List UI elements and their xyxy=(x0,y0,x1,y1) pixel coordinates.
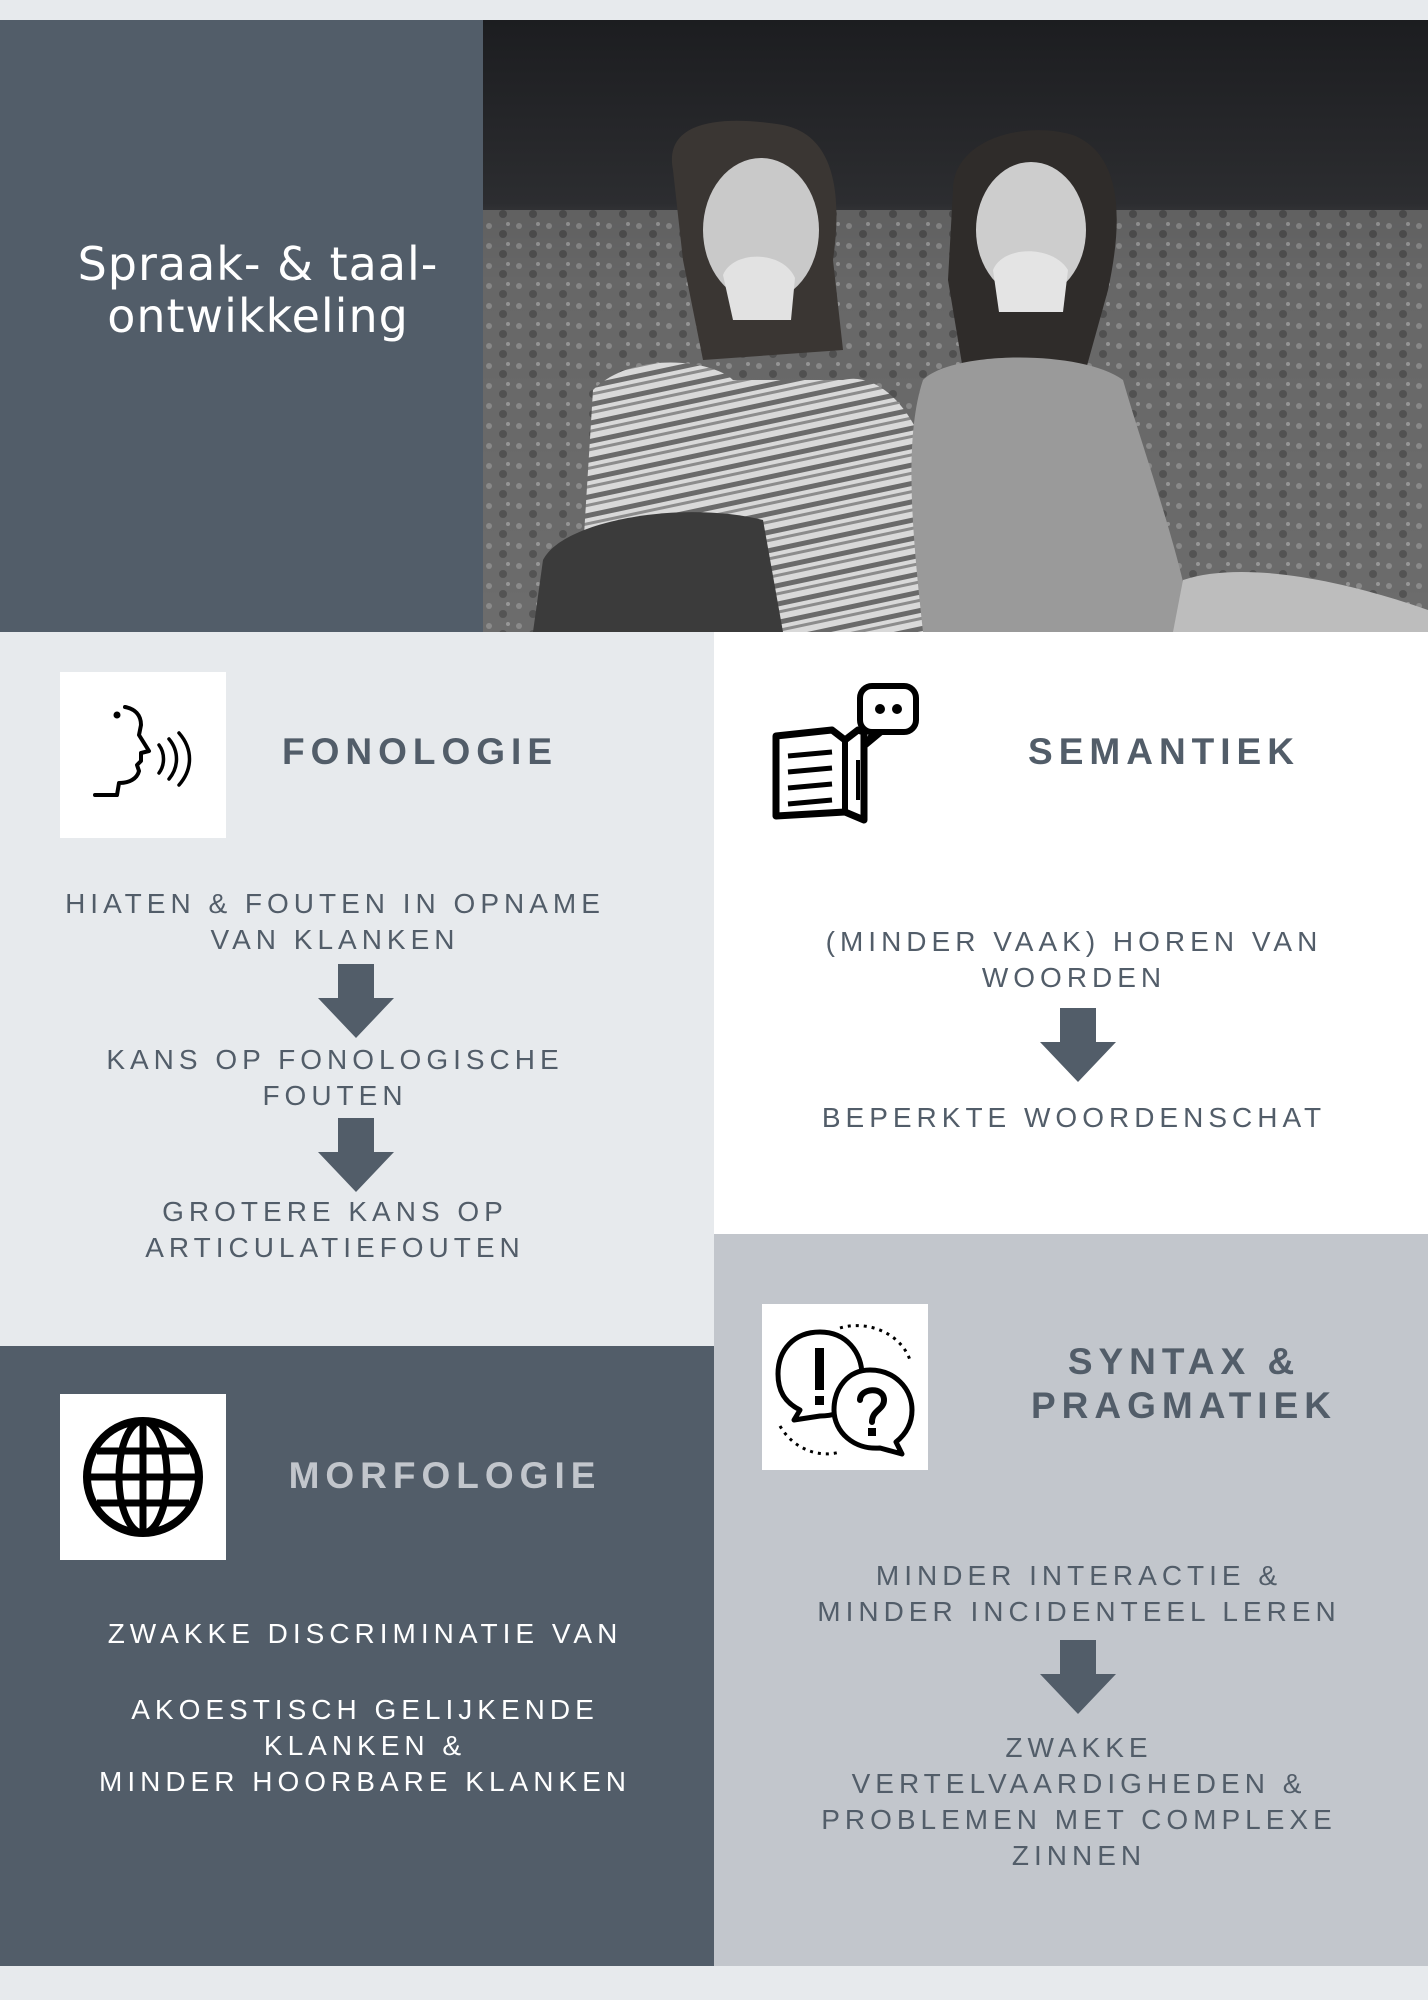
morfologie-section xyxy=(0,1346,714,1966)
fonologie-step-1-line-2: VAN KLANKEN xyxy=(210,924,460,955)
syntax-step-2-line-4: ZINNEN xyxy=(1011,1840,1147,1871)
speaking-head-icon xyxy=(83,695,203,815)
arrow-down-icon xyxy=(318,964,394,1038)
fonologie-section xyxy=(0,632,714,1346)
speech-bubbles-question-icon xyxy=(770,1312,920,1462)
morfologie-heading: MORFOLOGIE xyxy=(288,1455,602,1496)
photo-illustration xyxy=(483,20,1428,632)
syntax-heading xyxy=(954,1340,1414,1428)
fonologie-step-2 xyxy=(0,1042,670,1114)
morfologie-icon-box xyxy=(60,1394,226,1560)
syntax-step-2 xyxy=(754,1730,1404,1874)
page-title xyxy=(38,238,478,342)
semantiek-section xyxy=(714,632,1428,1234)
semantiek-step-1-line-1: (MINDER VAAK) HOREN VAN xyxy=(825,926,1323,957)
syntax-step-2-line-1: ZWAKKE xyxy=(1005,1732,1153,1763)
syntax-step-1-line-2: MINDER INCIDENTEEL LEREN xyxy=(817,1596,1341,1627)
syntax-step-1-line-1: MINDER INTERACTIE & xyxy=(875,1560,1283,1591)
morfologie-text-2-line-3: MINDER HOORBARE KLANKEN xyxy=(99,1766,631,1797)
morfologie-text-2 xyxy=(40,1692,690,1800)
fonologie-step-3-line-2: ARTICULATIEFOUTEN xyxy=(145,1232,525,1263)
bottom-strip xyxy=(0,1966,1428,2000)
fonologie-icon-box xyxy=(60,672,226,838)
semantiek-step-1 xyxy=(764,924,1384,996)
syntax-heading-line-1: SYNTAX & xyxy=(1067,1341,1301,1382)
syntax-step-2-line-3: PROBLEMEN MET COMPLEXE xyxy=(821,1804,1337,1835)
fonologie-step-2-line-2: FOUTEN xyxy=(262,1080,408,1111)
photo-two-laughing-girls xyxy=(483,20,1428,632)
semantiek-step-2 xyxy=(764,1100,1384,1136)
syntax-pragmatiek-section xyxy=(714,1234,1428,1966)
title-line-2: ontwikkeling xyxy=(107,289,409,343)
globe-icon xyxy=(81,1415,205,1539)
semantiek-step-2-line-1: BEPERKTE WOORDENSCHAT xyxy=(821,1102,1327,1133)
semantiek-step-1-line-2: WOORDEN xyxy=(981,962,1167,993)
syntax-heading-line-2: PRAGMATIEK xyxy=(1031,1385,1337,1426)
arrow-down-icon xyxy=(1040,1008,1116,1082)
fonologie-step-1 xyxy=(0,886,670,958)
syntax-step-2-line-2: VERTELVAARDIGHEDEN & xyxy=(851,1768,1307,1799)
morfologie-text-2-line-2: KLANKEN & xyxy=(263,1730,467,1761)
book-chat-icon xyxy=(770,680,920,830)
semantiek-heading: SEMANTIEK xyxy=(1028,731,1300,772)
fonologie-heading: FONOLOGIE xyxy=(282,731,558,772)
syntax-icon-box xyxy=(762,1304,928,1470)
title-line-1: Spraak- & taal- xyxy=(77,237,439,291)
fonologie-step-3-line-1: GROTERE KANS OP xyxy=(162,1196,508,1227)
morfologie-text-1: ZWAKKE DISCRIMINATIE VAN xyxy=(107,1618,623,1649)
morfologie-text-2-line-1: AKOESTISCH GELIJKENDE xyxy=(131,1694,599,1725)
fonologie-step-1-line-1: HIATEN & FOUTEN IN OPNAME xyxy=(65,888,605,919)
arrow-down-icon xyxy=(1040,1640,1116,1714)
fonologie-step-2-line-1: KANS OP FONOLOGISCHE xyxy=(106,1044,564,1075)
semantiek-icon-box xyxy=(762,672,928,838)
syntax-step-1 xyxy=(754,1558,1404,1630)
fonologie-step-3 xyxy=(0,1194,670,1266)
arrow-down-icon xyxy=(318,1118,394,1192)
